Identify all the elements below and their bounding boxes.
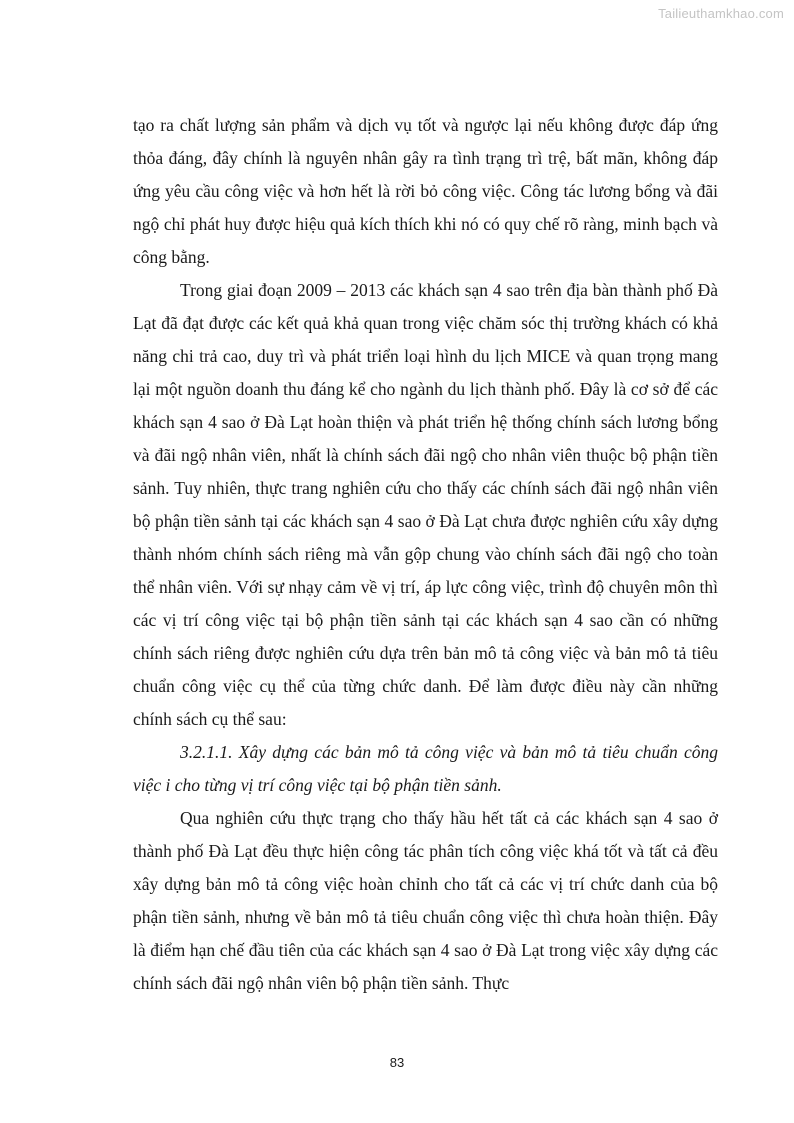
watermark: Tailieuthamkhao.com [658,6,784,21]
page-number: 83 [389,1055,405,1070]
paragraph-1: tạo ra chất lượng sản phẩm và dịch vụ tốt và ngược lại nếu không được đáp ứng thỏa đáng, đây chính là nguyên nhân gây ra tình trạng trì trệ, bất mãn, không đáp ứng yêu cầu công việc và hơn hết là rời bỏ công việc. Công tác lương bổng và đãi ngộ chỉ phát huy được hiệu quả kích thích khi nó có quy chế rõ ràng, minh bạch và công bằng. [133,115,718,267]
paragraph-2: Trong giai đoạn 2009 – 2013 các khách sạn 4 sao trên địa bàn thành phố Đà Lạt đã đạt được các kết quả khả quan trong việc chăm sóc thị trường khách có khả năng chi trả cao, duy trì và phát triển loại hình du lịch MICE và quan trọng mang lại một nguồn doanh thu đáng kể cho ngành du lịch thành phố. Đây là cơ sở để các khách sạn 4 sao ở Đà Lạt hoàn thiện và phát triển hệ thống chính sách lương bổng và đãi ngộ nhân viên, nhất là chính sách đãi ngộ cho nhân viên thuộc bộ phận tiền sảnh. Tuy nhiên, thực trang nghiên cứu cho thấy các chính sách đãi ngộ nhân viên bộ phận tiền sảnh tại các khách sạn 4 sao ở Đà Lạt chưa được nghiên cứu xây dựng thành nhóm chính sách riêng mà vẫn gộp chung vào chính sách đãi ngộ cho toàn thể nhân viên. Với sự nhạy cảm về vị trí, áp lực công việc, trình độ chuyên môn thì các vị trí công việc tại bộ phận tiền sảnh tại các khách sạn 4 sao cần có những chính sách riêng được nghiên cứu dựa trên bản mô tả công việc và bản mô tả tiêu chuẩn công việc cụ thể của từng chức danh. Để làm được điều này cần những chính sách cụ thể sau: [133,280,718,729]
section-heading: 3.2.1.1. Xây dựng các bản mô tả công việc và bản mô tả tiêu chuẩn công việc i cho từng vị trí công việc tại bộ phận tiền sảnh. [133,742,718,795]
paragraph-3: Qua nghiên cứu thực trạng cho thấy hầu hết tất cả các khách sạn 4 sao ở thành phố Đà Lạt đều thực hiện công tác phân tích công việc khá tốt và tất cả đều xây dựng bản mô tả công việc hoàn chỉnh cho tất cả các vị trí chức danh của bộ phận tiền sảnh, nhưng về bản mô tả tiêu chuẩn công việc thì chưa hoàn thiện. Đây là điểm hạn chế đầu tiên của các khách sạn 4 sao ở Đà Lạt trong việc xây dựng các chính sách đãi ngộ nhân viên bộ phận tiền sảnh. Thực [133,808,718,993]
document-body [133,109,718,1000]
